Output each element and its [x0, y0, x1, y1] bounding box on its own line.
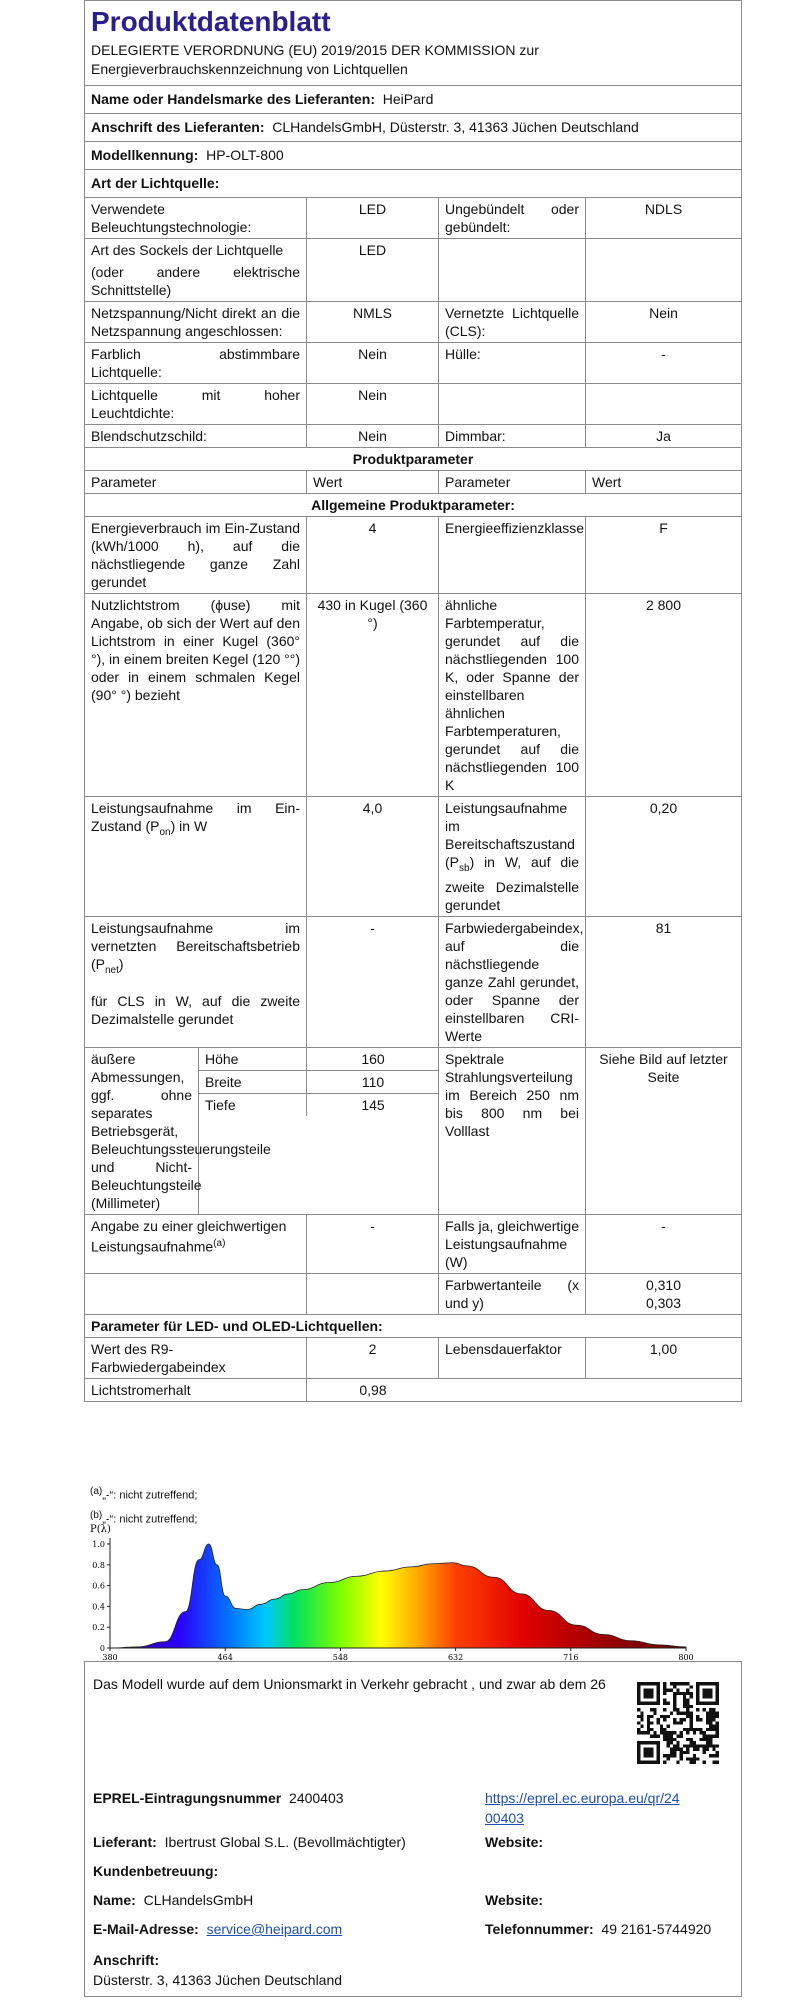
column-header-row: Parameter Wert Parameter Wert — [85, 471, 741, 494]
market-text: Das Modell wurde auf dem Unionsmarkt in Verkehr gebracht , und zwar ab dem 26 — [93, 1676, 606, 1692]
table-row: Lichtstromerhalt 0,98 — [85, 1379, 741, 1401]
table-row: Leistungsaufnahme im Ein-Zustand $(P_{on})$ in W 4,0 Leistungsaufnahme im Bereitschaftszustand $(P_{sb})$ in W, auf die zweite Dezimalstelle gerundet 0,20 — [85, 797, 741, 917]
light-source-heading-row: Art der Lichtquelle: — [85, 170, 741, 198]
table-row: Netzspannung/Nicht direkt an die Netzspannung angeschlossen: NMLS Vernetzte Lichtquelle (CLS): Nein — [85, 302, 741, 343]
table-row: Blendschutzschild: Nein Dimmbar: Ja — [85, 425, 741, 448]
y-tick-label: 0 — [99, 1644, 105, 1653]
footnotes: $^{(a)}$„-“: nicht zutreffend; $^{(b)}$„-“: nicht zutreffend; — [90, 1486, 198, 1526]
x-tick-label: 800 — [678, 1653, 694, 1662]
x-tick-label: 380 — [102, 1653, 118, 1662]
spectrum-chart — [84, 1522, 704, 1662]
y-tick-label: 0.2 — [92, 1623, 105, 1633]
y-tick-label: 1.0 — [92, 1540, 105, 1549]
supplier-address-row: Anschrift des Lieferanten: CLHandelsGmbH, Düsterstr. 3, 41363 Jüchen Deutschland — [85, 114, 741, 142]
y-axis-label: P(λ) — [90, 1524, 111, 1535]
table-row: Energieverbrauch im Ein-Zustand (kWh/1000 h), auf die nächstliegende ganze Zahl gerundet 4 Energieeffizienzklasse F — [85, 517, 741, 594]
y-tick-label: 0.8 — [92, 1560, 105, 1570]
table-row: Farbwertanteile (x und y) 0,310 0,303 — [85, 1274, 741, 1315]
y-tick-label: 0.4 — [92, 1602, 105, 1612]
table-row: Art des Sockels der Lichtquelle (oder andere elektrische Schnittstelle) LED — [85, 239, 741, 302]
header-row — [85, 1, 741, 86]
model-row: Modellkennung: HP-OLT-800 — [85, 142, 741, 170]
x-tick-label: 716 — [563, 1653, 579, 1662]
table-row: Lichtquelle mit hoher Leuchtdichte: Nein — [85, 384, 741, 425]
dimensions-values: Höhe 160 Breite 110 Tiefe 145 — [199, 1048, 439, 1214]
qr-code-icon — [637, 1682, 719, 1764]
x-tick-label: 632 — [447, 1653, 464, 1662]
table-row: Leistungsaufnahme im vernetzten Bereitschaftsbetrieb $(P_{net})$ für CLS in W, auf die zweite Dezimalstelle gerundet - Farbwiedergabeindex, auf die nächstliegende ganze Zahl gerundet, oder Spanne der einstellbaren CRI-Werte 81 — [85, 917, 741, 1048]
table-row: Angabe zu einer gleichwertigen Leistungsaufnahme$^{(a)}$ - Falls ja, gleichwertige Leistungsaufnahme (W) - — [85, 1215, 741, 1274]
table-row: Farblich abstimmbare Lichtquelle: Nein Hülle: - — [85, 343, 741, 384]
led-params-heading-row: Parameter für LED- und OLED-Lichtquellen: — [85, 1315, 741, 1338]
general-params-heading-row: Allgemeine Produktparameter: — [85, 494, 741, 517]
table-row: Wert des R9-Farbwiedergabeindex 2 Lebensdauerfaktor 1,00 — [85, 1338, 741, 1379]
y-ticks — [92, 1540, 110, 1653]
spectrum-area — [110, 1544, 686, 1648]
footer-box: Das Modell wurde auf dem Unionsmarkt in Verkehr gebracht , und zwar ab dem 26 EPREL-Eintragungsnummer 2400403 https://eprel.ec.europa.eu/qr/24 00403 Lieferant: Ibertrust Global S.L. (Bevollmächtigter) Website: Kundenbetreuung: Name: CLHandelsGmbH Website: E-Mail-Adresse: service@heipard.com Telefonnummer: 49 2161-5744920 Anschrift: Düsterstr. 3, 41363 Jüchen Deutschland — [84, 1661, 742, 1997]
datasheet — [84, 0, 742, 1402]
x-tick-label: 464 — [217, 1653, 233, 1662]
y-tick-label: 0.6 — [92, 1581, 105, 1591]
table-row: Nutzlichtstrom (ϕuse) mit Angabe, ob sich der Wert auf den Lichtstrom in einer Kugel (360° °), in einem breiten Kegel (120 °°) oder in einem schmalen Kegel (90° °) bezieht 430 in Kugel (360 °) ähnliche Farbtemperatur, gerundet auf die nächstliegenden 100 K, oder Spanne der einstellbaren ähnlichen Farbtemperaturen, gerundet auf die nächstliegenden 100 K 2 800 — [85, 594, 741, 797]
supplier-name-row: Name oder Handelsmarke des Lieferanten: HeiPard — [85, 86, 741, 114]
email-link[interactable]: service@heipard.com — [206, 1921, 343, 1937]
datasheet-table — [84, 0, 742, 1402]
x-ticks — [102, 1648, 693, 1662]
eprel-link[interactable]: https://eprel.ec.europa.eu/qr/24 00403 — [485, 1790, 680, 1826]
x-tick-label: 548 — [332, 1653, 349, 1662]
page-title: Produktdatenblatt — [91, 6, 331, 37]
table-row: Verwendete Beleuchtungstechnologie: LED Ungebündelt oder gebündelt: NDLS — [85, 198, 741, 239]
dimensions-row: äußere Abmessungen, ggf. ohne separates Betriebsgerät, Beleuchtungssteuerungsteile und Nicht-Beleuchtungsteile (Millimeter) Höhe 160 Breite 110 Tiefe 145 Spektrale Strahlungsverteilung im Bereich 250 nm bis 800 nm bei Volllast Siehe Bild auf letzter Seite — [85, 1048, 741, 1215]
product-params-heading-row: Produktparameter — [85, 448, 741, 471]
regulation-subtitle: DELEGIERTE VERORDNUNG (EU) 2019/2015 DER KOMMISSION zur Energieverbrauchskennzeichnung von Lichtquellen — [91, 42, 539, 77]
